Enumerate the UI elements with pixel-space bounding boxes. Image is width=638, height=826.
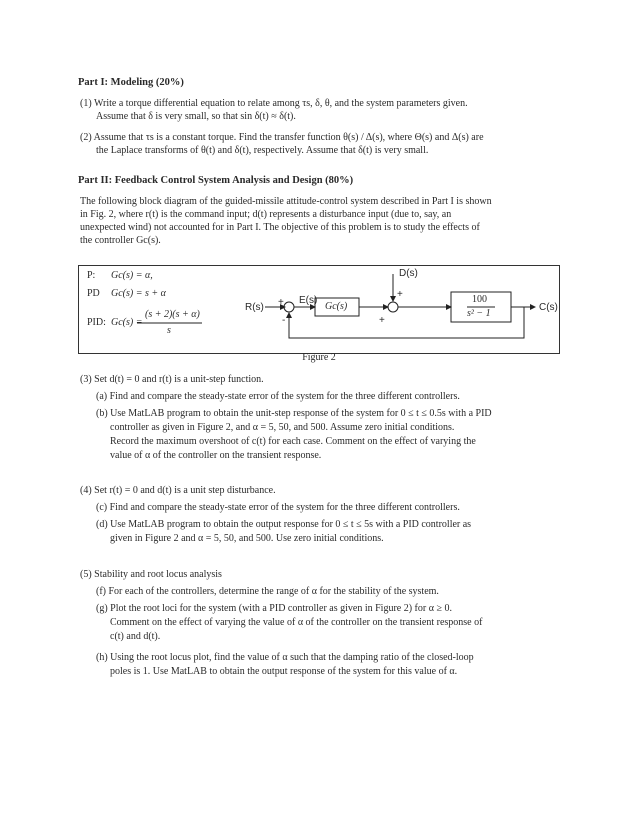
q3-line: (3) Set d(t) = 0 and r(t) is a unit-step function. bbox=[80, 374, 264, 385]
q2-line1: (2) Assume that τs is a constant torque. Find the transfer function θ(s) / Δ(s), where Θ(s) and Δ(s) are bbox=[80, 132, 484, 143]
q4c-line: (c) Find and compare the steady-state error of the system for the three different controllers. bbox=[96, 502, 460, 513]
plus-sign: + bbox=[278, 297, 284, 308]
intro-line: in Fig. 2, where r(t) is the command input; d(t) represents a disturbance input (due to, say, an bbox=[80, 209, 452, 220]
summing-junction-1 bbox=[284, 302, 294, 312]
pid-numerator: (s + 2)(s + α) bbox=[145, 309, 200, 320]
q5g-line: (g) Plot the root loci for the system (with a PID controller as given in Figure 2) for α ≥ 0. bbox=[96, 603, 452, 614]
intro-line: the controller Gc(s). bbox=[80, 235, 161, 246]
part2-heading: Part II: Feedback Control System Analysis and Design (80%) bbox=[78, 175, 354, 186]
q4-line: (4) Set r(t) = 0 and d(t) is a unit step disturbance. bbox=[80, 485, 276, 496]
figure-caption: Figure 2 bbox=[302, 352, 336, 363]
pid-denominator: s bbox=[167, 325, 171, 336]
q1-line2: Assume that δ is very small, so that sin δ(t) ≈ δ(t). bbox=[96, 111, 296, 122]
intro-line: The following block diagram of the guided-missile attitude-control system described in Part I is shown bbox=[80, 196, 492, 207]
disturbance-label: D(s) bbox=[399, 268, 418, 279]
plant-numerator: 100 bbox=[472, 294, 487, 305]
q3b-line: Record the maximum overshoot of c(t) for each case. Comment on the effect of varying the bbox=[110, 436, 476, 447]
controller-label: Gc(s) bbox=[325, 301, 348, 312]
q4d-line: given in Figure 2 and α = 5, 50, and 500. Use zero initial conditions. bbox=[110, 533, 384, 544]
q5g-line: c(t) and d(t). bbox=[110, 631, 161, 642]
q3b-line: (b) Use MatLAB program to obtain the unit-step response of the system for 0 ≤ t ≤ 0.5s with a PID bbox=[96, 408, 492, 419]
q3a-line: (a) Find and compare the steady-state error of the system for the three different controllers. bbox=[96, 391, 460, 402]
q5f-line: (f) For each of the controllers, determine the range of α for the stability of the system. bbox=[96, 586, 439, 597]
q5h-line: (h) Using the root locus plot, find the value of α such that the damping ratio of the closed-loop bbox=[96, 652, 474, 663]
plus-sign: + bbox=[397, 289, 403, 300]
minus-sign: - bbox=[282, 315, 286, 326]
plant-denominator: s² − 1 bbox=[467, 308, 491, 319]
q1-line1: (1) Write a torque differential equation to relate among τs, δ, θ, and the system parameters given. bbox=[80, 98, 468, 109]
part1-heading: Part I: Modeling (20%) bbox=[78, 77, 184, 88]
q3b-line: value of α of the controller on the transient response. bbox=[110, 450, 322, 461]
p-controller-expression: Gc(s) = α, bbox=[111, 270, 153, 281]
block-diagram bbox=[78, 265, 560, 354]
q5h-line: poles is 1. Use MatLAB to obtain the output response of the system for this value of α. bbox=[110, 666, 458, 677]
pd-controller-expression: Gc(s) = s + α bbox=[111, 288, 166, 299]
pid-controller-lhs: Gc(s) = bbox=[111, 317, 143, 328]
q2-line2: the Laplace transforms of θ(t) and δ(t), respectively. Assume that δ(t) is very small. bbox=[96, 145, 429, 156]
error-label: E(s) bbox=[299, 295, 318, 306]
input-label: R(s) bbox=[245, 302, 264, 313]
q5-line: (5) Stability and root locus analysis bbox=[80, 569, 222, 580]
output-label: C(s) bbox=[539, 302, 558, 313]
pd-controller-label: PD bbox=[87, 288, 100, 299]
plus-sign: + bbox=[379, 315, 385, 326]
intro-line: unexpected wind) not accounted for in Part I. The objective of this problem is to study the effects of bbox=[80, 222, 480, 233]
pid-controller-label: PID: bbox=[87, 317, 106, 328]
q4d-line: (d) Use MatLAB program to obtain the output response for 0 ≤ t ≤ 5s with a PID controller as bbox=[96, 519, 472, 530]
q5g-line: Comment on the effect of varying the value of α of the controller on the transient response of bbox=[110, 617, 483, 628]
p-controller-label: P: bbox=[87, 270, 96, 281]
summing-junction-2 bbox=[388, 302, 398, 312]
q3b-line: controller as given in Figure 2, and α = 5, 50, and 500. Assume zero initial conditions. bbox=[110, 422, 455, 433]
